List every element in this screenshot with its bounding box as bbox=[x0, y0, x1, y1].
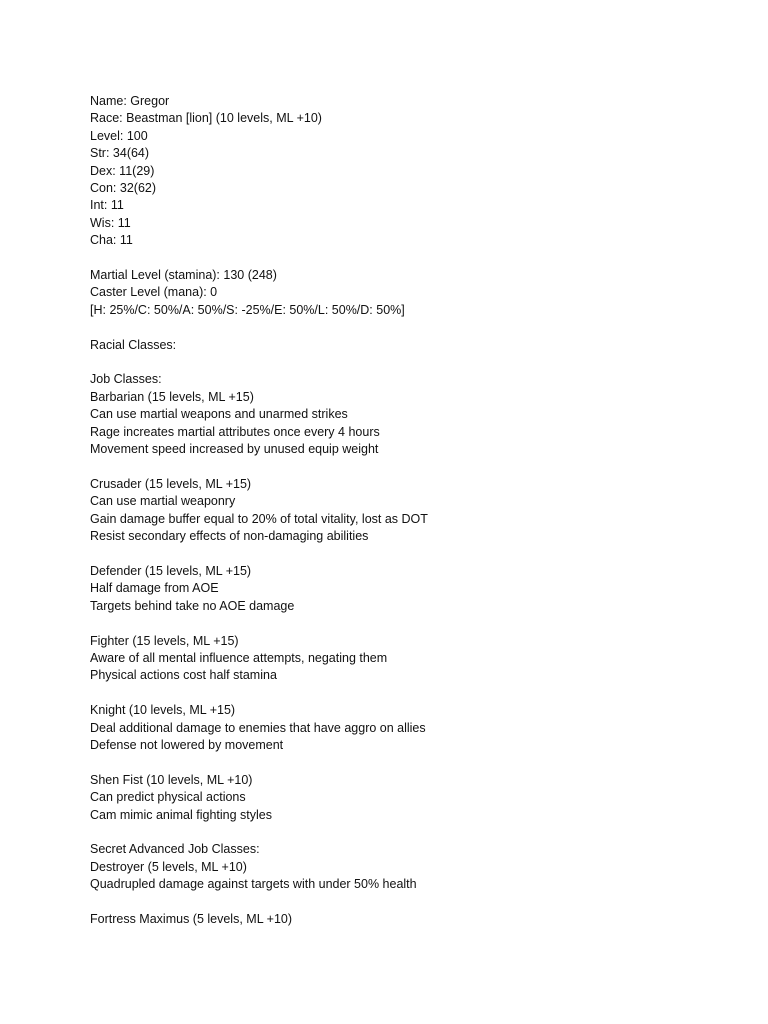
spacer bbox=[90, 354, 730, 371]
class-ability: Can predict physical actions bbox=[90, 790, 246, 805]
class-title-knight: Knight (10 levels, ML +15) bbox=[90, 703, 236, 718]
class-title-shen-fist: Shen Fist (10 levels, ML +10) bbox=[90, 772, 253, 787]
racial-classes-heading: Racial Classes: bbox=[90, 337, 177, 352]
class-title-defender: Defender (15 levels, ML +15) bbox=[90, 563, 252, 578]
job-classes-heading: Job Classes: bbox=[90, 372, 162, 387]
spacer bbox=[90, 546, 730, 563]
stat-wis: Wis: 11 bbox=[90, 215, 131, 230]
spacer bbox=[90, 615, 730, 632]
class-ability: Resist secondary effects of non-damaging abilities bbox=[90, 529, 369, 544]
spacer bbox=[90, 685, 730, 702]
stat-con: Con: 32(62) bbox=[90, 181, 157, 196]
resistances: [H: 25%/C: 50%/A: 50%/S: -25%/E: 50%/L: 50%/D: 50%] bbox=[90, 302, 405, 317]
class-title-barbarian: Barbarian (15 levels, ML +15) bbox=[90, 389, 254, 404]
class-ability: Cam mimic animal fighting styles bbox=[90, 807, 272, 822]
martial-level: Martial Level (stamina): 130 (248) bbox=[90, 268, 277, 283]
class-title-crusader: Crusader (15 levels, ML +15) bbox=[90, 476, 252, 491]
class-ability: Gain damage buffer equal to 20% of total vitality, lost as DOT bbox=[90, 511, 428, 526]
class-ability: Quadrupled damage against targets with under 50% health bbox=[90, 877, 417, 892]
stat-cha: Cha: 11 bbox=[90, 233, 133, 248]
secret-classes-heading: Secret Advanced Job Classes: bbox=[90, 842, 260, 857]
stat-int: Int: 11 bbox=[90, 198, 124, 213]
spacer bbox=[90, 458, 730, 475]
caster-level: Caster Level (mana): 0 bbox=[90, 285, 218, 300]
spacer bbox=[90, 754, 730, 771]
class-ability: Can use martial weaponry bbox=[90, 494, 236, 509]
class-ability: Movement speed increased by unused equip weight bbox=[90, 442, 379, 457]
class-title-destroyer: Destroyer (5 levels, ML +10) bbox=[90, 859, 247, 874]
class-ability: Can use martial weapons and unarmed strikes bbox=[90, 407, 348, 422]
class-ability: Rage increates martial attributes once every 4 hours bbox=[90, 424, 380, 439]
character-race: Race: Beastman [lion] (10 levels, ML +10) bbox=[90, 111, 322, 126]
class-ability: Deal additional damage to enemies that have aggro on allies bbox=[90, 720, 426, 735]
spacer bbox=[90, 250, 730, 267]
class-ability: Targets behind take no AOE damage bbox=[90, 598, 295, 613]
document-page bbox=[90, 93, 730, 928]
character-level: Level: 100 bbox=[90, 128, 148, 143]
class-title-fighter: Fighter (15 levels, ML +15) bbox=[90, 633, 239, 648]
class-ability: Physical actions cost half stamina bbox=[90, 668, 277, 683]
spacer bbox=[90, 824, 730, 841]
spacer bbox=[90, 894, 730, 911]
spacer bbox=[90, 319, 730, 336]
character-name: Name: Gregor bbox=[90, 94, 170, 108]
class-ability: Half damage from AOE bbox=[90, 581, 219, 596]
stat-str: Str: 34(64) bbox=[90, 146, 150, 161]
stat-dex: Dex: 11(29) bbox=[90, 163, 155, 178]
class-title-fortress-maximus: Fortress Maximus (5 levels, ML +10) bbox=[90, 911, 293, 926]
class-ability: Aware of all mental influence attempts, negating them bbox=[90, 650, 388, 665]
class-ability: Defense not lowered by movement bbox=[90, 737, 284, 752]
